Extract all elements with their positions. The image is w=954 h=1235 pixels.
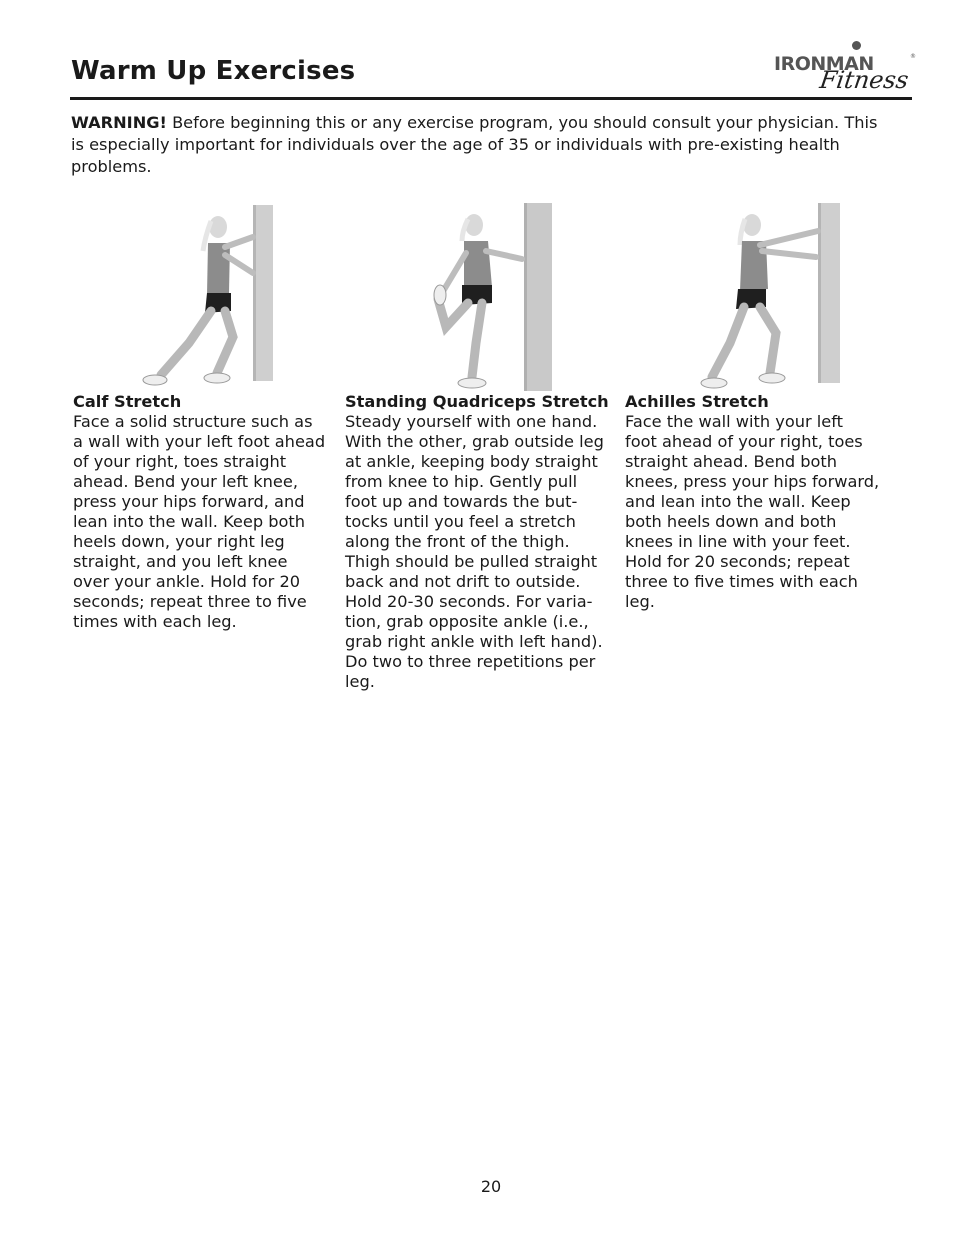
quadriceps-stretch-photo [402, 203, 554, 391]
title-divider [70, 97, 912, 100]
calf-stretch-photo [125, 203, 275, 391]
back-shoe [701, 378, 727, 388]
quadriceps-stretch-section [345, 392, 620, 692]
arm-upper [760, 231, 818, 245]
exercise-instructions: Steady yourself with one hand. With the other, grab outside leg at ankle, keeping body straight from knee to hip. Gently pull foot up and towards the but- tocks until you feel a stretch along the front of the thigh. Thigh should be pulled straight back and not drift to outside. Hold 20-30 seconds. For varia- tion, grab opposite ankle (i.e., grab right ankle with left hand). Do two to three repetitions per leg. [345, 412, 604, 691]
logo-head-dot [852, 41, 861, 50]
logo-trademark: ® [910, 53, 916, 60]
calf-stretch-section [73, 392, 341, 632]
front-leg [760, 307, 776, 373]
wall [524, 203, 552, 391]
arm-upper [225, 237, 253, 247]
tank-top [207, 243, 230, 295]
front-shoe [759, 373, 785, 383]
achilles-stretch-section [625, 392, 900, 612]
back-leg [712, 307, 744, 377]
exercise-title: Achilles Stretch [625, 392, 769, 411]
exercise-instructions: Face a solid structure such as a wall with your left foot ahead of your right, toes straight ahead. Bend your left knee, press your hips forward, and lean into the wall. Keep both heels down, your right leg straight, and you left knee over your ankle. Hold for 20 seconds; repeat three to five times with each leg. [73, 412, 326, 631]
back-shoe [143, 375, 167, 385]
logo-wordmark: IRONMAN [774, 53, 874, 75]
page-title: Warm Up Exercises [71, 56, 356, 86]
achilles-stretch-photo [690, 203, 842, 391]
front-leg [217, 311, 233, 373]
tank-top [464, 241, 492, 287]
exercise-title: Standing Quadriceps Stretch [345, 392, 609, 411]
head [743, 214, 761, 236]
arm-on-wall [486, 251, 522, 259]
ironman-fitness-logo [770, 40, 914, 98]
standing-shoe [458, 378, 486, 388]
back-leg [161, 311, 211, 375]
standing-leg [472, 303, 482, 377]
warning-paragraph [71, 112, 891, 178]
logo-script: Fitness [818, 66, 911, 94]
exercise-title: Calf Stretch [73, 392, 182, 411]
warning-label: WARNING! [71, 113, 167, 132]
raised-shoe [434, 285, 446, 305]
exercise-instructions: Face the wall with your left foot ahead of your right, toes straight ahead. Bend both knees, press your hips forward, and lean into the wall. Keep both heels down and both knees in line with your feet. Hold for 20 seconds; repeat three to five times with each leg. [625, 412, 880, 611]
wall [818, 203, 840, 383]
page-number: 20 [480, 1177, 502, 1196]
head [209, 216, 227, 238]
front-shoe [204, 373, 230, 383]
arm-lower [762, 251, 816, 257]
warning-text: Before beginning this or any exercise program, you should consult your physician. This is especially important for individuals over the age of 35 or individuals with pre-existing health problems. [71, 113, 878, 176]
